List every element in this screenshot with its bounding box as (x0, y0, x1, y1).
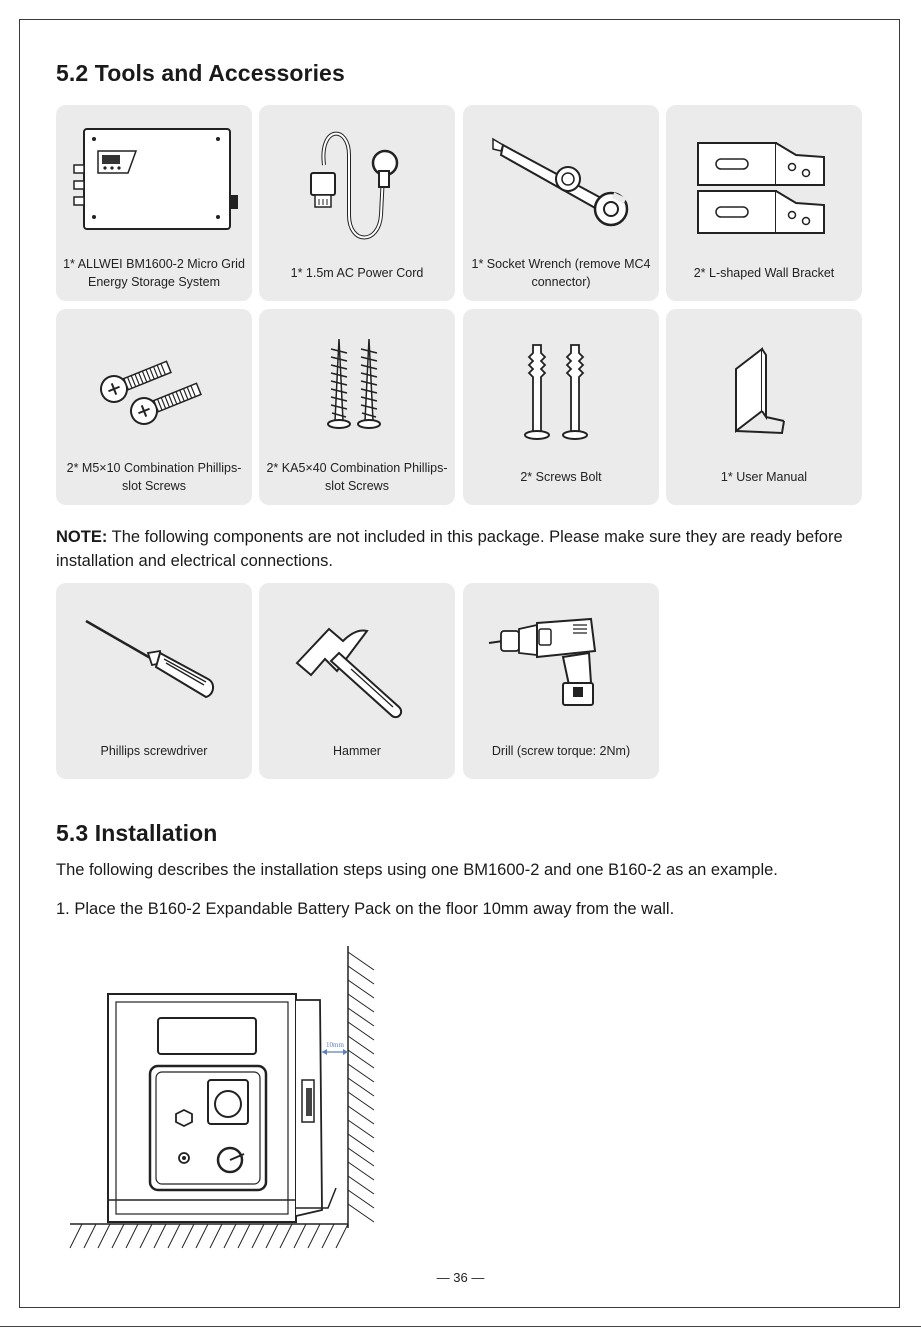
note-text: The following components are not included in this package. Please make sure they are ready before installation and electrical connections. (56, 528, 843, 570)
wall-bracket-icon (666, 105, 862, 255)
gap-label: 10mm (326, 1041, 344, 1049)
tool-caption: Drill (screw torque: 2Nm) (491, 744, 631, 758)
power-cord-icon (259, 105, 455, 255)
accessory-card-ka5-screws (259, 309, 455, 505)
socket-wrench-icon (463, 105, 659, 255)
accessory-card-user-manual (666, 309, 862, 505)
accessory-card-socket-wrench (463, 105, 659, 301)
note-paragraph (56, 525, 856, 573)
drill-icon (463, 583, 659, 733)
ka5-screw-icon (259, 309, 455, 459)
hammer-icon (259, 583, 455, 733)
accessory-card-power-cord (259, 105, 455, 301)
floor-hatching (70, 1224, 348, 1248)
note-label: NOTE: (56, 528, 108, 546)
accessory-caption: 1* ALLWEI BM1600-2 Micro Grid Energy Storage System (63, 257, 245, 289)
accessory-caption: 2* M5×10 Combination Phillips-slot Screws (66, 461, 242, 493)
accessory-card-screw-bolts (463, 309, 659, 505)
accessory-caption: 2* KA5×40 Combination Phillips-slot Screws (266, 461, 448, 493)
wall-hatching (348, 952, 374, 1222)
screwdriver-icon (56, 583, 252, 733)
installation-intro: The following describes the installation steps using one BM1600-2 and one B160-2 as an example. (56, 861, 778, 879)
battery-handle (158, 1018, 256, 1054)
accessory-caption: 2* L-shaped Wall Bracket (693, 266, 835, 280)
tool-card-drill (463, 583, 659, 779)
section-title-installation: 5.3 Installation (56, 820, 218, 846)
accessory-caption: 1* User Manual (720, 470, 808, 484)
tool-card-screwdriver (56, 583, 252, 779)
accessory-card-wall-bracket (666, 105, 862, 301)
accessory-card-m5-screws (56, 309, 252, 505)
user-manual-icon (666, 309, 862, 459)
screw-bolt-icon (463, 309, 659, 459)
page-number: — 36 — (436, 1270, 485, 1285)
tool-card-hammer (259, 583, 455, 779)
tool-caption: Phillips screwdriver (100, 744, 208, 758)
accessory-caption: 1* 1.5m AC Power Cord (290, 266, 424, 280)
bottom-rule (0, 1326, 921, 1327)
section-title-tools: 5.2 Tools and Accessories (56, 60, 345, 86)
tool-caption: Hammer (333, 744, 381, 758)
m5-screw-icon (56, 309, 252, 459)
battery-placement-diagram (60, 940, 390, 1250)
hex-bolt-icon (176, 1110, 192, 1126)
accessory-card-energy-storage (56, 105, 252, 301)
accessory-caption: 1* Socket Wrench (remove MC4 connector) (471, 257, 651, 289)
accessory-caption: 2* Screws Bolt (520, 470, 602, 484)
installation-step-1: 1. Place the B160-2 Expandable Battery Pack on the floor 10mm away from the wall. (56, 900, 675, 918)
energy-storage-unit-icon (56, 105, 252, 255)
